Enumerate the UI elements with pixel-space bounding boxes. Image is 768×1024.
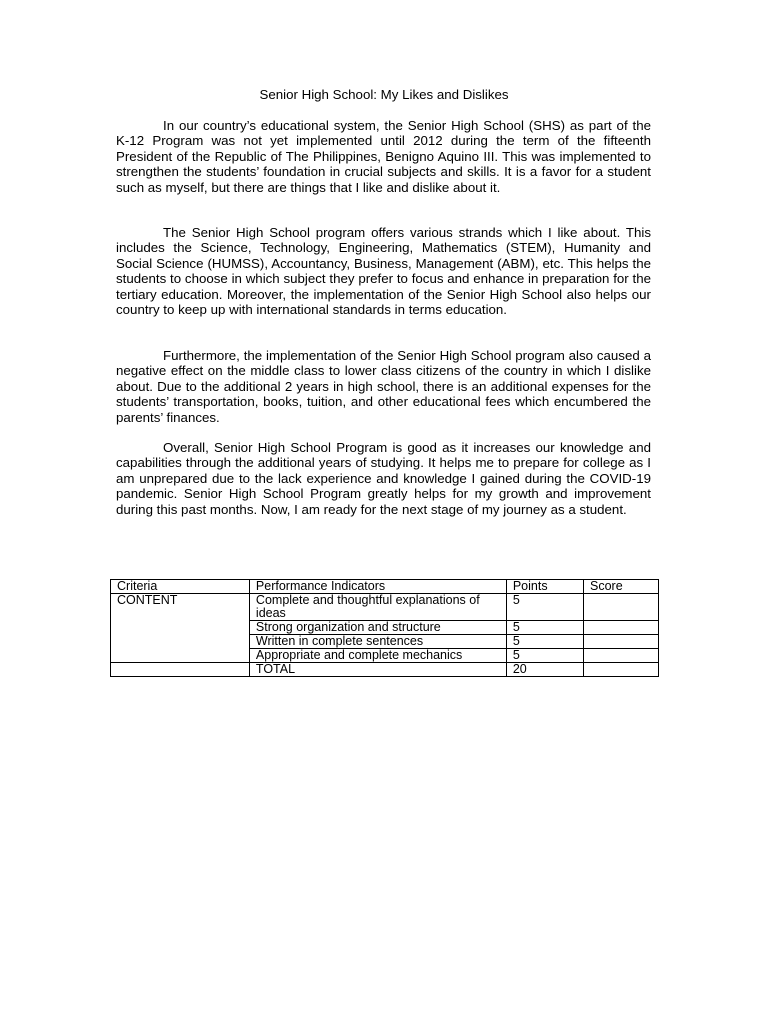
points-cell: 5 xyxy=(506,594,583,621)
score-cell xyxy=(584,635,659,649)
indicator-cell: Strong organization and structure xyxy=(249,621,506,635)
paragraph-4: Overall, Senior High School Program is good as it increases our knowledge and capabilities through the additional years of studying. It helps me to prepare for college as I am unprepared due to the lack experience and knowledge I gained during the COVID-19 pandemic. Senior High School Program greatly helps for my growth and improvement during this past months. Now, I am ready for the next stage of my journey as a student. xyxy=(116,440,651,517)
table-header-row xyxy=(111,580,659,594)
indicator-cell: Complete and thoughtful explanations of ideas xyxy=(249,594,506,621)
score-cell xyxy=(584,649,659,663)
paragraph-3: Furthermore, the implementation of the Senior High School program also caused a negative effect on the middle class to lower class citizens of the country in which I dislike about. Due to the additional 2 years in high school, there is an additional expenses for the students’ transportation, books, tuition, and other educational fees which encumbered the parents’ finances. xyxy=(116,348,651,425)
points-cell: 5 xyxy=(506,649,583,663)
indicator-cell: Appropriate and complete mechanics xyxy=(249,649,506,663)
rubric-table xyxy=(110,579,659,677)
criteria-content-cell: CONTENT xyxy=(111,594,250,663)
indicator-cell: Written in complete sentences xyxy=(249,635,506,649)
score-cell xyxy=(584,621,659,635)
document-title: Senior High School: My Likes and Dislikes xyxy=(259,87,509,102)
total-criteria-cell xyxy=(111,663,250,677)
header-criteria: Criteria xyxy=(111,580,250,594)
total-points-cell: 20 xyxy=(506,663,583,677)
score-cell xyxy=(584,594,659,621)
paragraph-1: In our country’s educational system, the Senior High School (SHS) as part of the K-12 Program was not yet implemented until 2012 during the term of the fifteenth President of the Republic of The Philippines, Benigno Aquino III. This was implemented to strengthen the students’ foundation in crucial subjects and skills. It is a favor for a student such as myself, but there are things that I like and dislike about it. xyxy=(116,118,651,195)
header-points: Points xyxy=(506,580,583,594)
paragraph-2: The Senior High School program offers various strands which I like about. This includes the Science, Technology, Engineering, Mathematics (STEM), Humanity and Social Science (HUMSS), Accountancy, Business, Management (ABM), etc. This helps the students to choose in which subject they prefer to focus and enhance in preparation for the tertiary education. Moreover, the implementation of the Senior High School also helps our country to keep up with international standards in terms education. xyxy=(116,225,651,318)
header-score: Score xyxy=(584,580,659,594)
header-performance-indicators: Performance Indicators xyxy=(249,580,506,594)
total-label-cell: TOTAL xyxy=(249,663,506,677)
table-total-row xyxy=(111,663,659,677)
table-row xyxy=(111,594,659,621)
total-score-cell xyxy=(584,663,659,677)
points-cell: 5 xyxy=(506,621,583,635)
points-cell: 5 xyxy=(506,635,583,649)
